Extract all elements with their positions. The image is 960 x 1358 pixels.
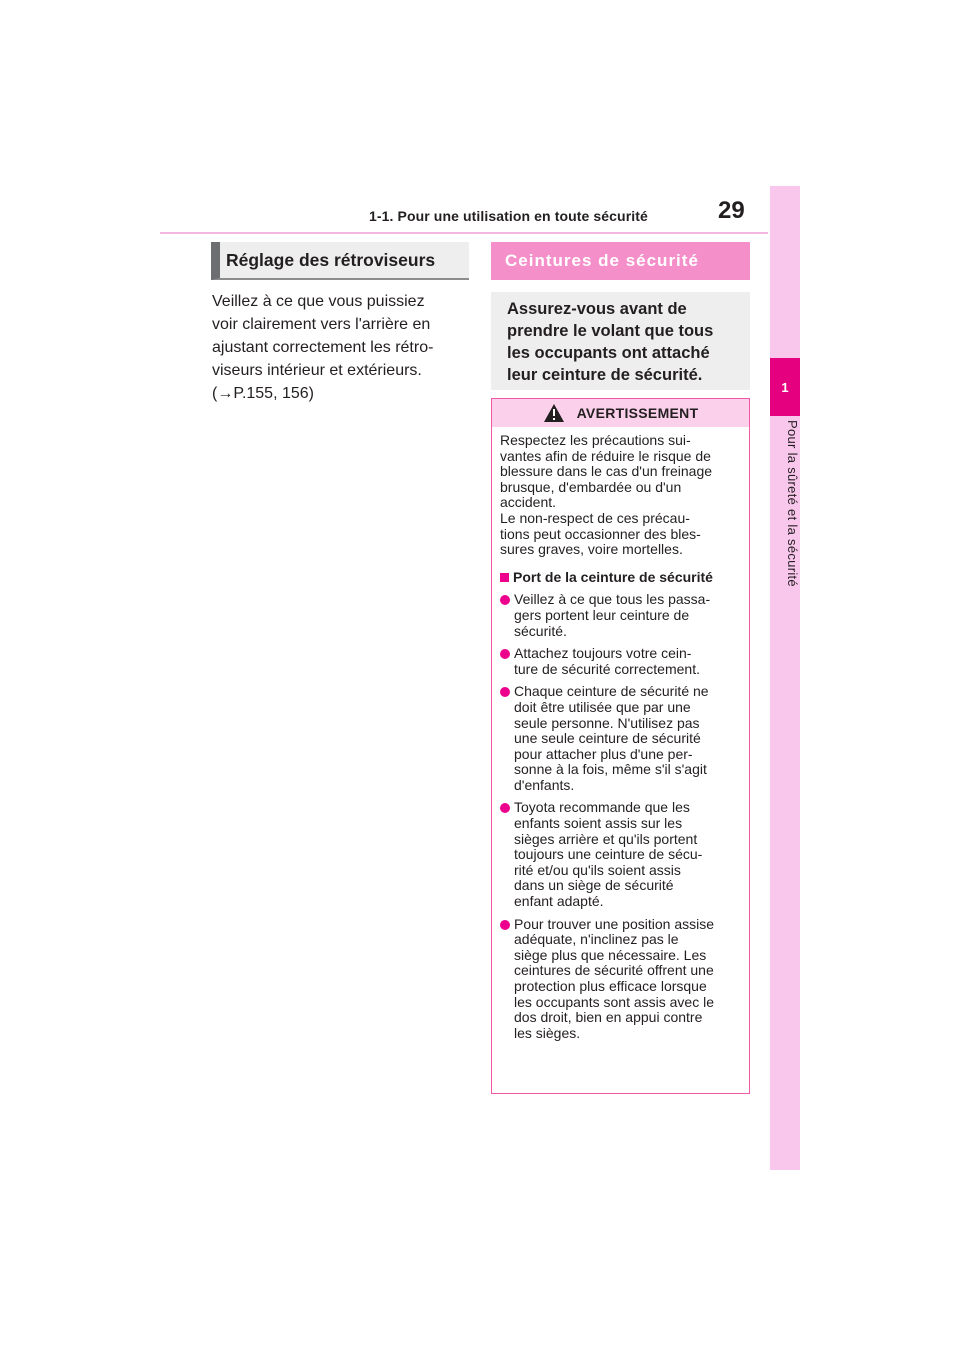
bullet-line: Pour trouver une position assise: [514, 915, 714, 932]
bullet-line: sécurité.: [514, 622, 567, 639]
bullet-line: ceintures de sécurité offrent une: [514, 962, 714, 979]
page-reference-link[interactable]: (→P.155, 156): [212, 385, 314, 402]
bullet-line: dans un siège de sécurité: [514, 877, 674, 894]
warning-intro-line: vantes afin de réduire le risque de: [500, 447, 711, 464]
bullet-line: Toyota recommande que les: [514, 799, 690, 816]
warning-intro-line: brusque, d'embardée ou d'un: [500, 478, 682, 495]
intro-line: Assurez-vous avant de: [507, 300, 687, 318]
bullet-line: gers portent leur ceinture de: [514, 606, 690, 623]
round-bullet-icon: [500, 595, 510, 605]
warning-title: AVERTISSEMENT: [576, 405, 699, 421]
mirrors-line: ajustant correctement les rétro-: [212, 339, 434, 356]
warning-box: [491, 398, 750, 1094]
bullet-line: les sièges.: [514, 1024, 581, 1041]
round-bullet-icon: [500, 687, 510, 697]
section-heading-mirrors: Réglage des rétroviseurs: [211, 242, 469, 280]
bullet-line: Attachez toujours votre cein-: [514, 645, 692, 662]
intro-line: prendre le volant que tous: [507, 322, 714, 340]
bullet-line: rité et/ou qu'ils soient assis: [514, 861, 681, 878]
bullet-line: pour attacher plus d'une per-: [514, 745, 693, 762]
bullet-line: protection plus efficace lorsque: [514, 978, 707, 994]
chapter-number-tab[interactable]: 1: [770, 358, 800, 416]
warning-bullet: [500, 646, 741, 677]
mirrors-line: voir clairement vers l'arrière en: [212, 316, 431, 333]
bullet-line: sonne à la fois, même s'il s'agit: [514, 761, 707, 778]
header-rule: [160, 232, 768, 234]
round-bullet-icon: [500, 649, 510, 659]
warning-bullet: [500, 684, 741, 793]
seatbelt-intro-box: [491, 292, 750, 390]
chapter-side-tab[interactable]: [770, 186, 800, 1170]
warning-intro-line: accident.: [500, 494, 557, 511]
bullet-line: enfants soient assis sur les: [514, 815, 683, 832]
mirrors-line: Veillez à ce que vous puissiez: [212, 293, 425, 310]
warning-intro-line: blessure dans le cas d'un freinage: [500, 463, 713, 480]
bullet-line: sièges arrière et qu'ils portent: [514, 830, 698, 847]
bullet-line: enfant adapté.: [514, 893, 604, 910]
warning-header: [492, 399, 749, 427]
bullet-line: Veillez à ce que tous les passa-: [514, 591, 711, 608]
round-bullet-icon: [500, 920, 510, 930]
bullet-line: seule personne. N'utilisez pas: [514, 714, 700, 731]
warning-intro-line: tions peut occasionner des bles-: [500, 525, 701, 542]
square-bullet-icon: [500, 573, 509, 582]
warning-intro-line: Respectez les précautions sui-: [500, 432, 691, 448]
bullet-line: Chaque ceinture de sécurité ne: [514, 683, 709, 700]
warning-intro: [500, 433, 741, 558]
warning-subheading-text: Port de la ceinture de sécurité: [513, 568, 713, 585]
warning-intro-line: sures graves, voire mortelles.: [500, 541, 683, 558]
warning-body: [492, 427, 749, 1041]
intro-line: leur ceinture de sécurité.: [507, 366, 703, 384]
bullet-line: siège plus que nécessaire. Les: [514, 946, 707, 963]
bullet-line: doit être utilisée que par une: [514, 698, 691, 715]
intro-line: les occupants ont attaché: [507, 344, 710, 362]
section-title: 1-1. Pour une utilisation en toute sécurité: [369, 208, 648, 224]
bullet-line: dos droit, bien en appui contre: [514, 1009, 703, 1026]
section-heading-seatbelts: Ceintures de sécurité: [491, 242, 750, 280]
warning-bullet: [500, 592, 741, 639]
bullet-line: adéquate, n'inclinez pas le: [514, 931, 679, 948]
bullet-line: une seule ceinture de sécurité: [514, 730, 701, 747]
mirrors-line: viseurs intérieur et extérieurs.: [212, 362, 422, 379]
warning-intro-line: Le non-respect de ces précau-: [500, 509, 690, 526]
page-number: 29: [718, 197, 745, 224]
chapter-title: Pour la sûreté et la sécurité: [785, 420, 800, 587]
bullet-line: d'enfants.: [514, 776, 575, 793]
round-bullet-icon: [500, 803, 510, 813]
bullet-line: toujours une ceinture de sécu-: [514, 846, 703, 863]
warning-bullet: [500, 800, 741, 909]
warning-bullet: [500, 917, 741, 1042]
bullet-line: ture de sécurité correctement.: [514, 660, 700, 677]
warning-triangle-icon: [543, 403, 565, 423]
bullet-line: les occupants sont assis avec le: [514, 993, 714, 1010]
warning-subheading: [500, 570, 741, 586]
mirrors-paragraph: [212, 290, 467, 405]
